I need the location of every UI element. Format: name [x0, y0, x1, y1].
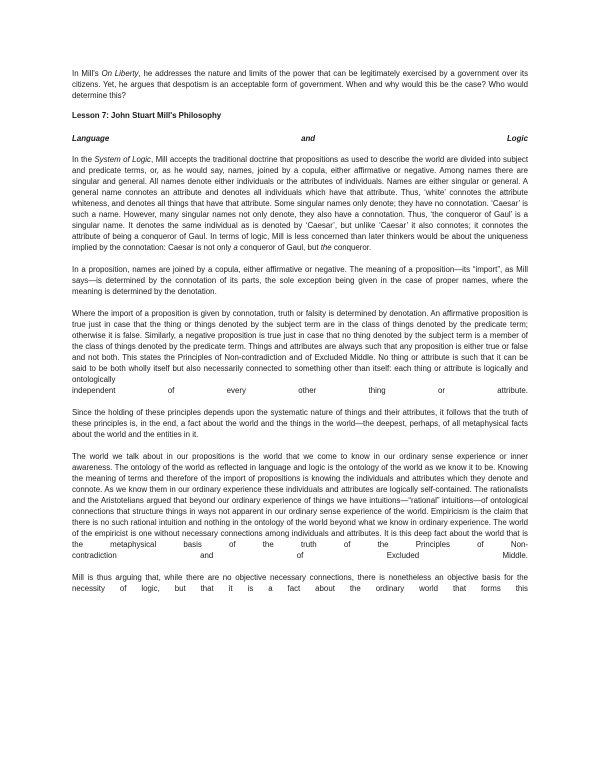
paragraph-5-last-line: [72, 550, 528, 561]
intro-text-2: , he addresses the nature and limits of the power that can be legitimately exercised by a government over its citizens. Yet, he argues that despotism is an acceptable form of government. When and why would this be the case? Who would determine this?: [72, 69, 529, 100]
heading-word-middle: and: [301, 134, 316, 143]
lesson-title: Lesson 7: John Stuart Mill's Philosophy: [72, 111, 222, 120]
paragraph-1: [72, 154, 528, 253]
para3-last-word: every: [226, 386, 246, 395]
para1-book-title: System of Logic: [94, 155, 151, 164]
paragraph-3: [72, 308, 528, 396]
intro-paragraph: [72, 68, 528, 101]
heading-word-left: Language: [72, 134, 110, 143]
intro-text-1: In Mill's: [72, 69, 102, 78]
para3-last-word: thing: [368, 386, 386, 395]
paragraph-5-body: The world we talk about in our propositions is the world that we come to know in our ordinary sense experience or inner awareness. The ontology of the world as reflected in language and logic is the ontology of the world as we know it to be. Knowing the meaning of terms and therefore of the import of propositions is knowing the individuals and attributes which they denote and connote. As we know them in our ordinary experience these individuals and attributes are logically self-contained. The rationalists and the Aristotelians argued that beyond our ordinary experience of things we have intuitions—“rational” intuitions—of ontological connections that structure things in ways not apparent in our ordinary sense experience of the world. Empiricism is the claim that there is no such rational intuition and nothing in the ontology of the world beyond what we know in ordinary experience. The world of the empiricist is one without necessary connections among individuals and attributes. It is this deep fact about the world that is the metaphysical basis of the truth of the Principles of Non-: [72, 452, 528, 549]
paragraph-5: [72, 451, 528, 561]
paragraph-3-body: Where the import of a proposition is given by connotation, truth or falsity is determined by denotation. An affirmative proposition is true just in case that the thing or things denoted by the subject term are in the class of things denoted by the predicate term; otherwise it is false. Similarly, a negative proposition is true just in case that no thing denoted by the subject term is a member of the class of things denoted by the predicate term. Things and attributes are always such that any proposition is either true or false and not both. This states the Principles of Non-contradiction and of Excluded Middle. No thing or attribute is such that it can be said to be both wholly itself but also necessarily connected to something other than itself: each thing or attribute is logically and ontologically: [72, 309, 528, 384]
paragraph-4: Since the holding of these principles depends upon the systematic nature of things and their attributes, it follows that the truth of these principles is, in the end, a fact about the world and the things in the world—the deepest, perhaps, of all metaphysical facts about the world and the entities in it.: [72, 408, 528, 439]
para1-text-c: conqueror of Gaul, but: [237, 243, 321, 252]
section-heading: [72, 133, 528, 144]
paragraph-6: Mill is thus arguing that, while there are no objective necessary connections, there is nonetheless an objective basis for the necessity of logic, but that it is a fact about the ordinary world that forms this: [72, 573, 528, 593]
paragraph-2: In a proposition, names are joined by a copula, either affirmative or negative. The meaning of a proposition—its “import”, as Mill says—is determined by the connotation of its parts, the sole exception being given in the case of proper names, where the meaning is determined by the denotation.: [72, 265, 528, 296]
para5-last-word: contradiction: [72, 551, 117, 560]
para1-text-b: , Mill accepts the traditional doctrine that propositions as used to describe the world are divided into subject and predicate terms, or, as he would say, names, joined by a copula, either affirmative or negative. Among names there are singular and general. All names denote either individuals or the attributes of individuals. Names are either singular or general. A general name connotes an attribute and denotes all individuals which have that attribute. Thus, ‘white’ connotes the attribute whiteness, and denotes all things that have that attribute. Some singular names only denote; they have no connotation. ‘Caesar’ is such a name. However, many singular names not only denote, they also have a connotation. Thus, ‘the conqueror of Gaul’ is a singular name. It denotes the same individual as is denoted by ‘Caesar’, but unlike ‘Caesar’ it also connotes; it connotes the attribute of being a conqueror of Gaul. In terms of logic, Mill is less concerned than later thinkers would be about the uniqueness implied by the connotation: Caesar is not only: [72, 155, 529, 252]
intro-book-title: On Liberty: [101, 69, 139, 78]
para3-last-word: attribute.: [497, 386, 528, 395]
para5-last-word: of: [296, 551, 304, 560]
paragraph-3-last-line: [72, 385, 528, 396]
para5-last-word: Middle.: [502, 551, 528, 560]
para3-last-word: of: [167, 386, 175, 395]
para1-text-d: conqueror.: [331, 243, 372, 252]
para1-text-a: In the: [72, 155, 95, 164]
para5-last-word: and: [200, 551, 214, 560]
para1-italic-the: the: [320, 243, 332, 252]
heading-word-right: Logic: [506, 134, 528, 143]
para1-italic-a: a: [233, 243, 238, 252]
para3-last-word: other: [298, 386, 317, 395]
para3-last-word: or: [437, 386, 445, 395]
para5-last-word: Excluded: [386, 551, 420, 560]
para3-last-word: independent: [72, 386, 116, 395]
